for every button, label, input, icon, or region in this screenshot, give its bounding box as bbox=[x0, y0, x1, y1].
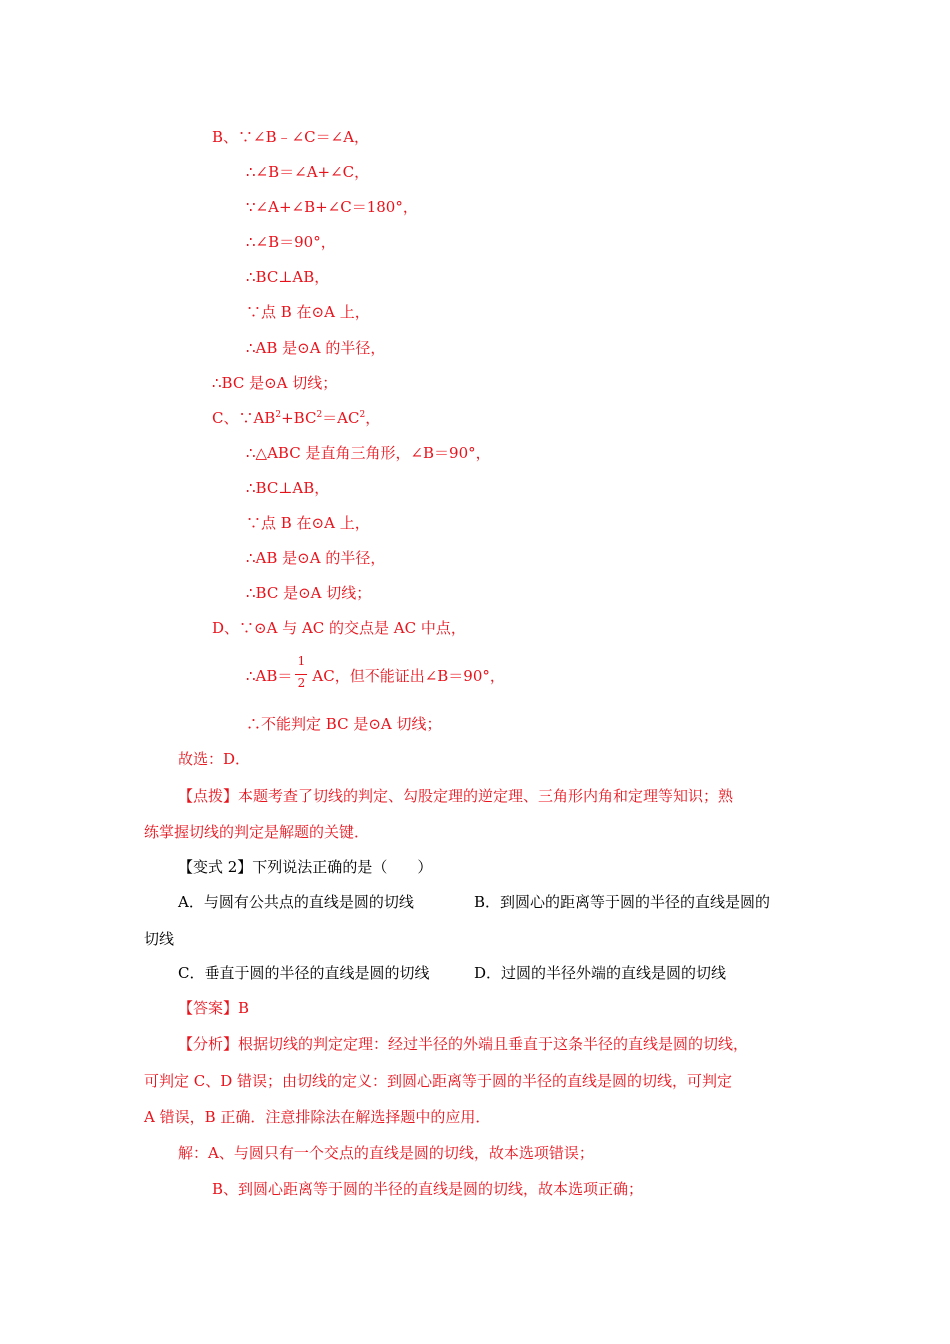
superscript-2: 2 bbox=[316, 410, 323, 420]
solution-d-frac-suffix: AC，但不能证出∠B＝90°， bbox=[312, 667, 505, 685]
solution2-line-2: B、到圆心距离等于圆的半径的直线是圆的切线，故本选项正确； bbox=[212, 1180, 644, 1198]
solution-c-line-4: ∵点 B 在⊙A 上， bbox=[246, 514, 370, 532]
option-c: C．垂直于圆的半径的直线是圆的切线 bbox=[178, 964, 430, 982]
tip-line-2: 练掌握切线的判定是解题的关键． bbox=[144, 823, 370, 841]
fraction-one-half bbox=[294, 654, 308, 690]
solution-b-line-7: ∴AB 是⊙A 的半径， bbox=[246, 339, 386, 357]
solution-d-line-3: ∴不能判定 BC 是⊙A 切线； bbox=[246, 715, 442, 733]
solution-b-line-1: B、∵∠B﹣∠C＝∠A， bbox=[212, 128, 370, 146]
solution-c-line-6: ∴BC 是⊙A 切线； bbox=[246, 584, 372, 602]
solution-b-line-3: ∵∠A+∠B+∠C＝180°， bbox=[246, 198, 418, 216]
solution-b-line-4: ∴∠B＝90°， bbox=[246, 233, 336, 251]
variant2-title: 【变式 2】下列说法正确的是（ ） bbox=[178, 858, 433, 876]
option-a: A．与圆有公共点的直线是圆的切线 bbox=[178, 893, 414, 911]
fraction-numerator: 1 bbox=[297, 654, 306, 668]
solution-d-line-1: D、∵⊙A 与 AC 的交点是 AC 中点， bbox=[212, 619, 466, 637]
choice-line: 故选：D． bbox=[178, 750, 251, 768]
answer-line: 【答案】B bbox=[178, 999, 250, 1017]
solution-d-frac-prefix: ∴AB＝ bbox=[246, 667, 293, 685]
option-b: B．到圆心的距离等于圆的半径的直线是圆的 bbox=[474, 893, 771, 911]
tip-line-1: 【点拨】本题考查了切线的判定、勾股定理的逆定理、三角形内角和定理等知识；熟 bbox=[178, 787, 734, 805]
solution-b-line-2: ∴∠B＝∠A+∠C， bbox=[246, 163, 370, 181]
fraction-bar bbox=[295, 674, 307, 675]
solution-b-line-5: ∴BC⊥AB， bbox=[246, 268, 330, 286]
solution-b-line-6: ∵点 B 在⊙A 上， bbox=[246, 303, 370, 321]
solution-c-line-5: ∴AB 是⊙A 的半径， bbox=[246, 549, 386, 567]
fraction-denominator: 2 bbox=[297, 676, 306, 690]
solution-c-prefix: C、∵AB bbox=[212, 409, 276, 427]
analysis-line-1: 【分析】根据切线的判定定理：经过半径的外端且垂直于这条半径的直线是圆的切线， bbox=[178, 1035, 749, 1053]
solution-c-line-1 bbox=[212, 408, 380, 428]
option-d: D．过圆的半径外端的直线是圆的切线 bbox=[474, 964, 727, 982]
solution-c-end: ， bbox=[365, 409, 381, 427]
superscript-2: 2 bbox=[275, 410, 282, 420]
solution-d-line-2 bbox=[246, 654, 505, 690]
analysis-line-2: 可判定 C、D 错误；由切线的定义：到圆心距离等于圆的半径的直线是圆的切线，可判定 bbox=[144, 1072, 733, 1090]
solution-c-mid2: ＝AC bbox=[322, 409, 360, 427]
superscript-2: 2 bbox=[359, 410, 366, 420]
solution-c-mid1: +BC bbox=[281, 409, 317, 427]
solution-b-line-8: ∴BC 是⊙A 切线； bbox=[212, 374, 338, 392]
solution2-line-1: 解：A、与圆只有一个交点的直线是圆的切线，故本选项错误； bbox=[178, 1144, 594, 1162]
option-b-continued: 切线 bbox=[144, 930, 175, 948]
solution-c-line-3: ∴BC⊥AB， bbox=[246, 479, 330, 497]
solution-c-line-2: ∴△ABC 是直角三角形，∠B＝90°， bbox=[246, 444, 491, 462]
analysis-line-3: A 错误，B 正确．注意排除法在解选择题中的应用． bbox=[144, 1108, 491, 1126]
